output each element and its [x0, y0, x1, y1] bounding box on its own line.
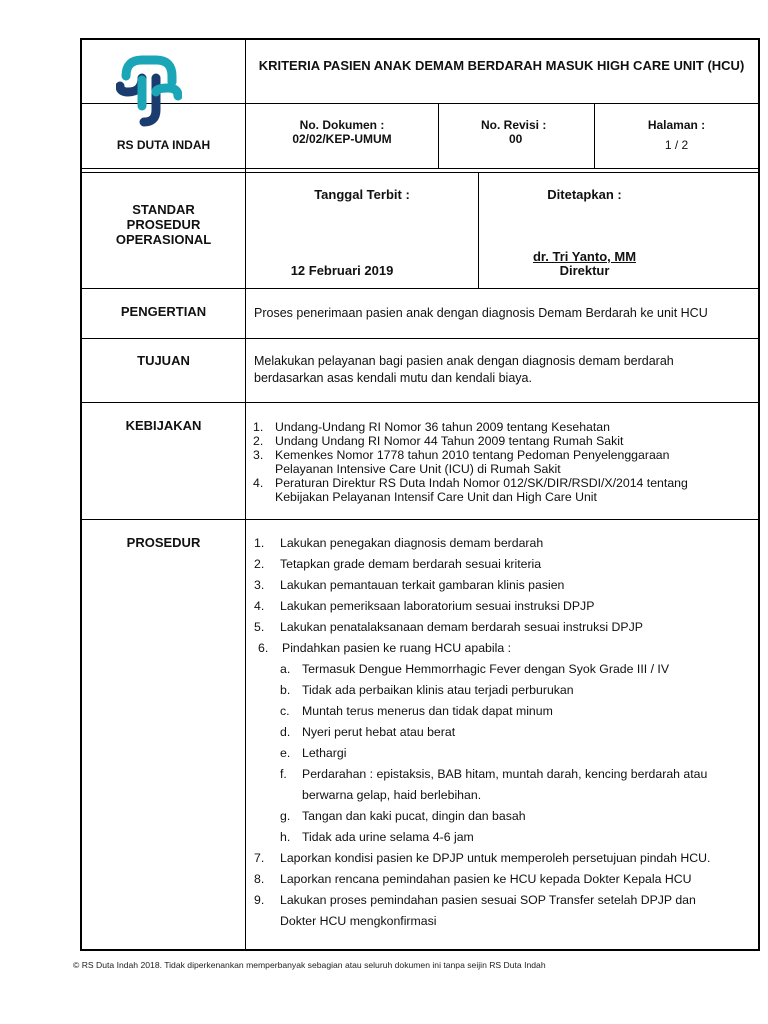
list-item: 3. Lakukan pemantauan terkait gambaran klinis pasien	[254, 578, 565, 592]
page-title: KRITERIA PASIEN ANAK DEMAM BERDARAH MASUK HIGH CARE UNIT (HCU)	[258, 58, 745, 73]
page-label: Halaman :	[647, 118, 706, 132]
approved-label: Ditetapkan :	[547, 187, 622, 202]
sop-label: STANDAR PROSEDUR OPERASIONAL	[115, 202, 212, 247]
approver-title: Direktur	[559, 263, 610, 278]
list-item: 7. Laporkan kondisi pasien ke DPJP untuk memperoleh persetujuan pindah HCU.	[254, 851, 711, 865]
list-item: b. Tidak ada perbaikan klinis atau terjadi perburukan	[280, 683, 574, 697]
hospital-logo	[116, 48, 182, 130]
approver-name: dr. Tri Yanto, MM	[532, 249, 637, 264]
copyright-footer: © RS Duta Indah 2018. Tidak diperkenankan memperbanyak sebagian atau seluruh dokumen ini tanpa seijin RS Duta Indah	[73, 960, 546, 970]
divider	[82, 338, 758, 339]
doc-number-value: 02/02/KEP-UMUM	[292, 132, 392, 146]
list-item: e. Lethargi	[280, 746, 347, 760]
divider	[82, 172, 758, 173]
pengertian-text: Proses penerimaan pasien anak dengan diagnosis Demam Berdarah ke unit HCU	[254, 306, 708, 320]
divider	[82, 519, 758, 520]
list-item: 4. Peraturan Direktur RS Duta Indah Nomor 012/SK/DIR/RSDI/X/2014 tentang Kebijakan Pelayanan Intensif Care Unit dan High Care Unit	[253, 476, 688, 504]
page-value: 1 / 2	[664, 138, 689, 152]
revision-label: No. Revisi :	[481, 118, 547, 132]
list-item: 1. Undang-Undang RI Nomor 36 tahun 2009 tentang Kesehatan	[253, 420, 610, 434]
divider	[438, 103, 439, 168]
issue-date-label: Tanggal Terbit :	[314, 187, 410, 202]
list-item: 4. Lakukan pemeriksaan laboratorium sesuai instruksi DPJP	[254, 599, 595, 613]
list-item: 3. Kemenkes Nomor 1778 tahun 2010 tentang Pedoman Penyelenggaraan Pelayanan Intensive Care Unit (ICU) di Rumah Sakit	[253, 448, 670, 476]
doc-number-label: No. Dokumen :	[299, 118, 385, 132]
kebijakan-label: KEBIJAKAN	[125, 418, 202, 433]
list-item: a. Termasuk Dengue Hemmorrhagic Fever dengan Syok Grade III / IV	[280, 662, 670, 676]
list-item: 2. Undang Undang RI Nomor 44 Tahun 2009 tentang Rumah Sakit	[253, 434, 624, 448]
tujuan-text: Melakukan pelayanan bagi pasien anak dengan diagnosis demam berdarah berdasarkan asas kendali mutu dan kendali biaya.	[254, 354, 674, 385]
list-item: 9. Lakukan proses pemindahan pasien sesuai SOP Transfer setelah DPJP dan Dokter HCU mengkonfirmasi	[254, 893, 696, 928]
list-item: 1. Lakukan penegakan diagnosis demam berdarah	[254, 536, 544, 550]
issue-date: 12 Februari 2019	[290, 263, 394, 278]
divider	[82, 402, 758, 403]
list-item: 2. Tetapkan grade demam berdarah sesuai kriteria	[254, 557, 542, 571]
prosedur-label: PROSEDUR	[126, 535, 201, 550]
kebijakan-list	[253, 420, 728, 504]
list-item: 6. Pindahkan pasien ke ruang HCU apabila :	[258, 641, 512, 655]
divider	[82, 168, 758, 169]
list-item: f. Perdarahan : epistaksis, BAB hitam, muntah darah, kencing berdarah atau berwarna gelap, haid berlebihan.	[280, 767, 708, 802]
list-item: g. Tangan dan kaki pucat, dingin dan basah	[280, 809, 526, 823]
divider	[82, 288, 758, 289]
divider	[82, 103, 758, 104]
divider	[245, 40, 246, 949]
list-item: h. Tidak ada urine selama 4-6 jam	[280, 830, 474, 844]
prosedur-list	[254, 533, 734, 932]
hospital-name: RS DUTA INDAH	[116, 138, 211, 152]
list-item: 8. Laporkan rencana pemindahan pasien ke HCU kepada Dokter Kepala HCU	[254, 872, 692, 886]
revision-value: 00	[509, 132, 523, 146]
list-item: c. Muntah terus menerus dan tidak dapat minum	[280, 704, 553, 718]
tujuan-label: TUJUAN	[137, 353, 190, 368]
list-item: 5. Lakukan penatalaksanaan demam berdarah sesuai instruksi DPJP	[254, 620, 643, 634]
divider	[594, 103, 595, 168]
list-item: d. Nyeri perut hebat atau berat	[280, 725, 456, 739]
pengertian-label: PENGERTIAN	[120, 304, 207, 319]
